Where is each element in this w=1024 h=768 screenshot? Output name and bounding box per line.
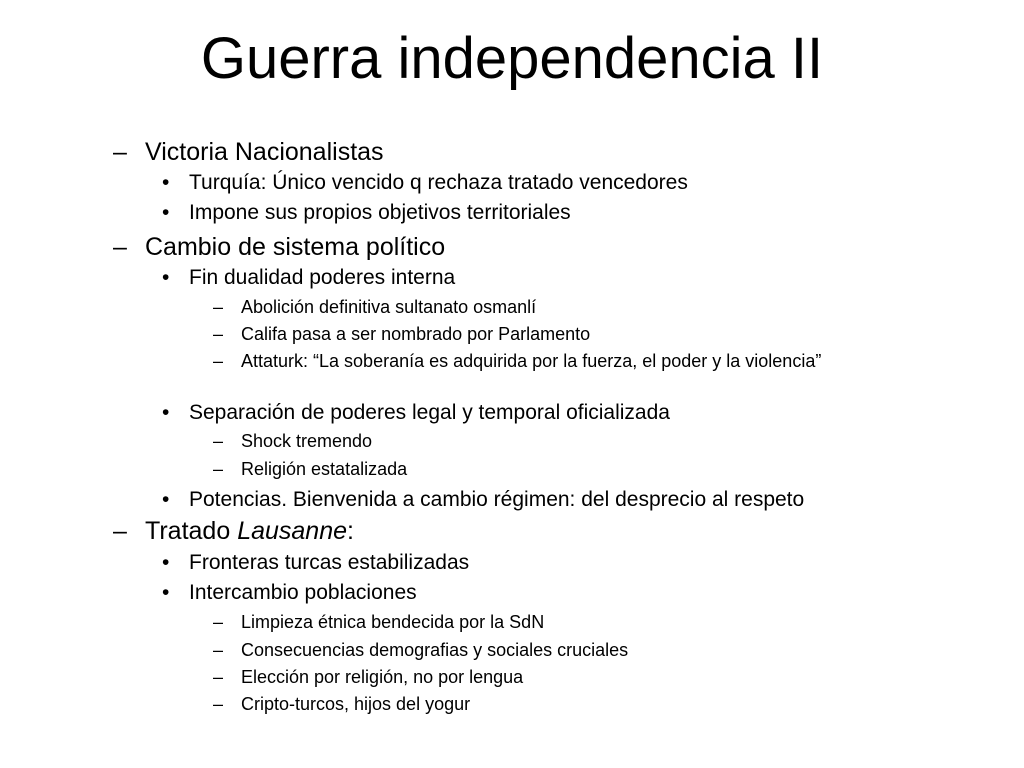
list-item-text-lead: Tratado [145,517,238,545]
list-item-text: Religión estatalizada [241,459,408,479]
list-item-text: Turquía: Único vencido q rechaza tratado vencedores [189,171,688,194]
list-item-text: Fronteras turcas estabilizadas [189,551,470,574]
dash-marker: – [213,351,224,371]
dash-marker: – [113,233,127,261]
list-item-text: Potencias. Bienvenida a cambio régimen: del desprecio al respeto [189,488,805,511]
dash-marker: – [213,459,224,479]
list-item-text: Impone sus propios objetivos territoriales [189,201,571,224]
list-item-text: Consecuencias demografias y sociales cruciales [241,640,629,660]
list-item-text [145,516,354,546]
list-item-text-suffix: : [347,517,354,545]
dash-marker: – [213,667,224,687]
list-item-text: Elección por religión, no por lengua [241,667,524,687]
list-item-text: Victoria Nacionalistas [145,138,384,166]
dash-marker: – [213,297,224,317]
list-item-text: Intercambio poblaciones [189,581,417,604]
list-item-text: Limpieza étnica bendecida por la SdN [241,612,545,632]
dash-marker: – [213,640,224,660]
bullet-marker: • [162,581,170,604]
slide-title: Guerra independencia II [200,26,824,91]
list-item-text: Separación de poderes legal y temporal oficializada [189,401,670,424]
bullet-marker: • [162,488,170,511]
list-item-text: Cripto-turcos, hijos del yogur [241,694,471,714]
bullet-marker: • [162,401,170,424]
bullet-marker: • [162,266,170,289]
dash-marker: – [213,612,224,632]
list-item-text: Abolición definitiva sultanato osmanlí [241,297,537,317]
bullet-marker: • [162,171,170,194]
dash-marker: – [113,517,127,545]
list-item-text: Cambio de sistema político [145,233,446,261]
list-item-text: Shock tremendo [241,431,373,451]
list-item-text: Attaturk: “La soberanía es adquirida por la fuerza, el poder y la violencia” [241,351,822,371]
bullet-marker: • [162,551,170,574]
dash-marker: – [213,694,224,714]
dash-marker: – [213,431,224,451]
list-item-text: Fin dualidad poderes interna [189,266,456,289]
treaty-name: Lausanne [237,517,348,545]
bullet-marker: • [162,201,170,224]
dash-marker: – [213,324,224,344]
dash-marker: – [113,138,127,166]
list-item-text: Califa pasa a ser nombrado por Parlamento [241,324,591,344]
